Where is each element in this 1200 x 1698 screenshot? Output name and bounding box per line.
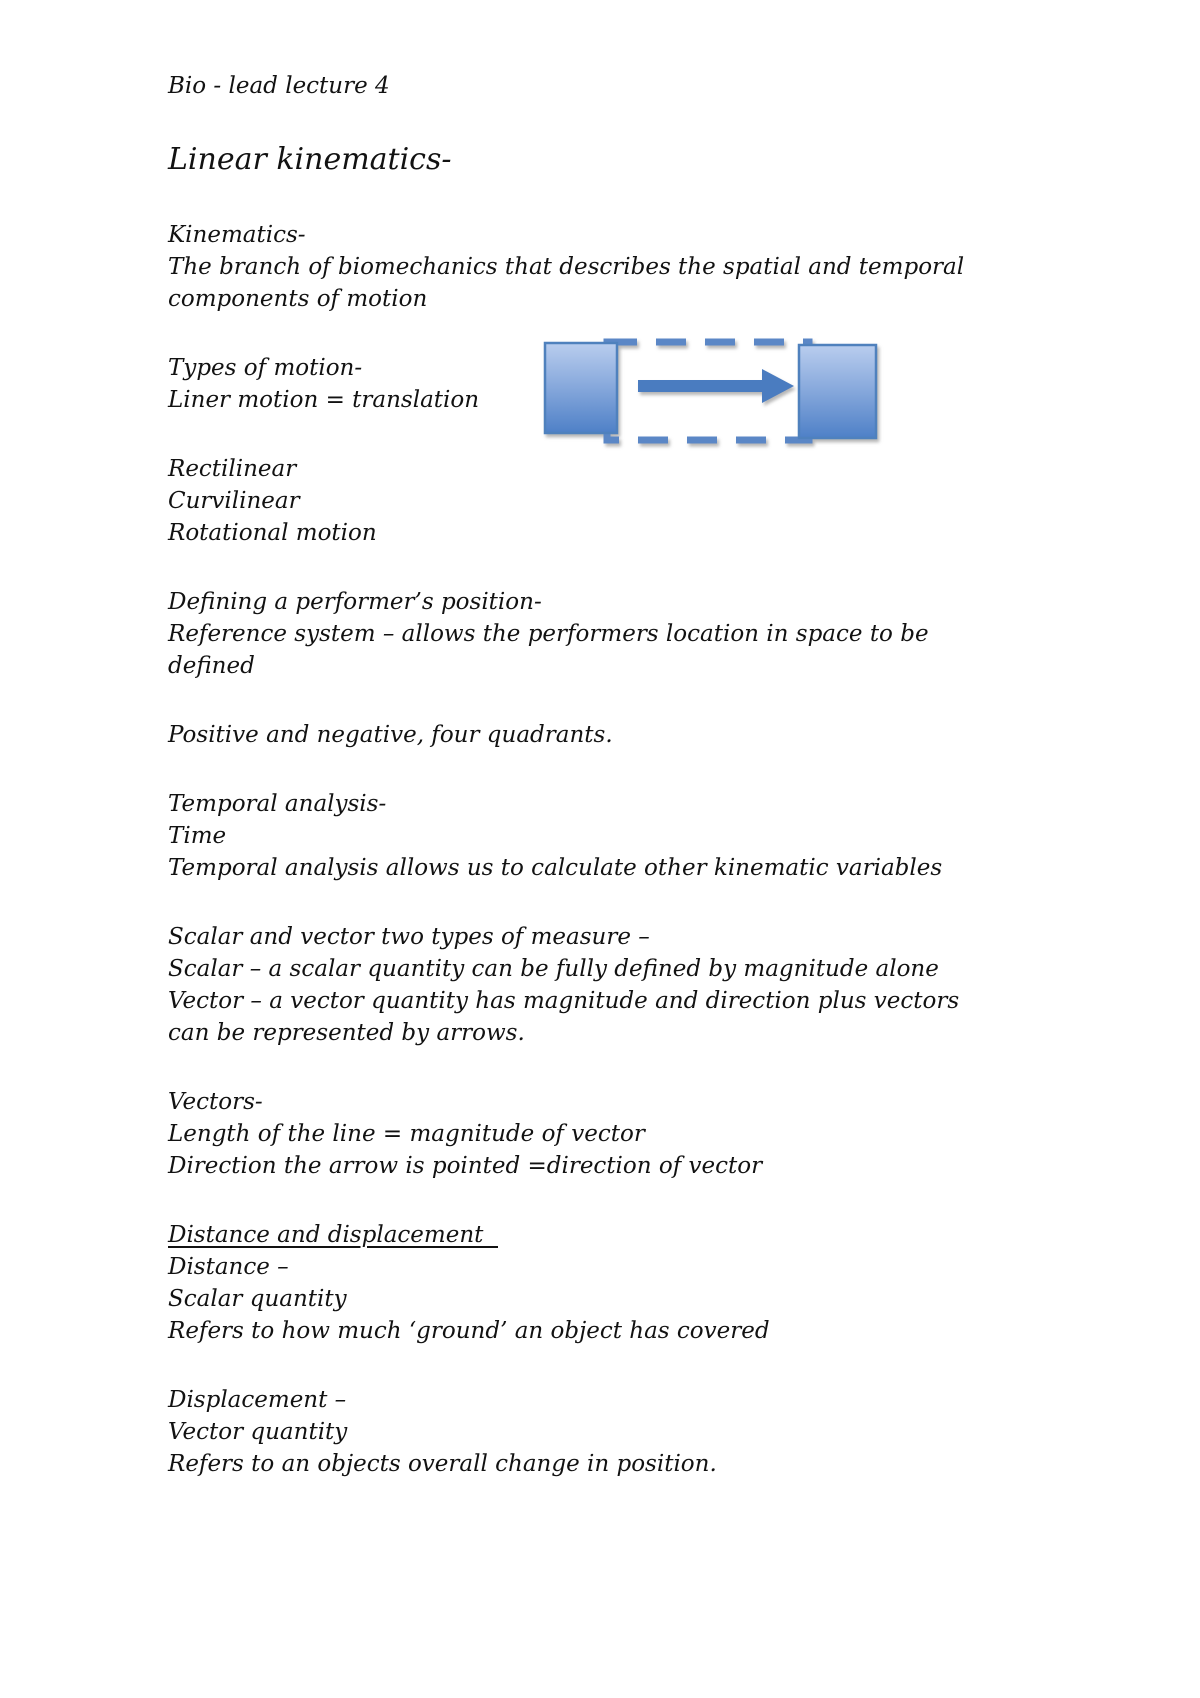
paragraph [168,453,1070,549]
text-line: Length of the line = magnitude of vector [168,1121,645,1147]
text-line: Displacement – [168,1387,347,1413]
end-position-box [799,345,876,438]
text-line: Liner motion = translation [168,387,480,413]
text-line: Rotational motion [168,520,377,546]
text-line: Vectors- [168,1089,263,1115]
text-line: Positive and negative, four quadrants. [168,722,613,748]
text-line: can be represented by arrows. [168,1020,525,1046]
start-position-box [545,343,617,433]
text-line: Temporal analysis- [168,791,387,817]
paragraph [168,1086,1070,1182]
paragraph [168,1219,1070,1347]
paragraph [168,586,1070,682]
text-line: Distance – [168,1254,289,1280]
text-line: defined [168,653,255,679]
paragraph [168,219,1070,315]
text-line: components of motion [168,286,428,312]
paragraph [168,1384,1070,1480]
text-line: Defining a performer’s position- [168,589,542,615]
motion-arrow-icon [638,369,794,403]
text-line: Scalar and vector two types of measure – [168,924,650,950]
text-line: Vector quantity [168,1419,348,1445]
text-line: The branch of biomechanics that describes the spatial and temporal [168,254,965,280]
text-line: Distance and displacement [168,1222,498,1248]
paragraph [168,921,1070,1049]
text-line: Direction the arrow is pointed =direction of vector [168,1153,763,1179]
translation-diagram-svg [540,336,885,448]
text-line: Refers to how much ‘ground’ an object has covered [168,1318,770,1344]
text-line: Curvilinear [168,488,300,514]
paragraph [168,788,1070,884]
page-title: Linear kinematics- [168,142,452,177]
text-line: Reference system – allows the performers location in space to be [168,621,929,647]
text-line: Scalar quantity [168,1286,347,1312]
text-line: Temporal analysis allows us to calculate other kinematic variables [168,855,943,881]
text-line: Scalar – a scalar quantity can be fully defined by magnitude alone [168,956,939,982]
text-line: Time [168,823,227,849]
text-line: Types of motion- [168,355,363,381]
text-line: Kinematics- [168,222,306,248]
translation-diagram [540,336,885,448]
text-line: Vector – a vector quantity has magnitude and direction plus vectors [168,988,960,1014]
text-line: Rectilinear [168,456,297,482]
doc-header-line: Bio - lead lecture 4 [168,73,390,99]
text-line: Refers to an objects overall change in position. [168,1451,717,1477]
paragraph [168,719,1070,751]
